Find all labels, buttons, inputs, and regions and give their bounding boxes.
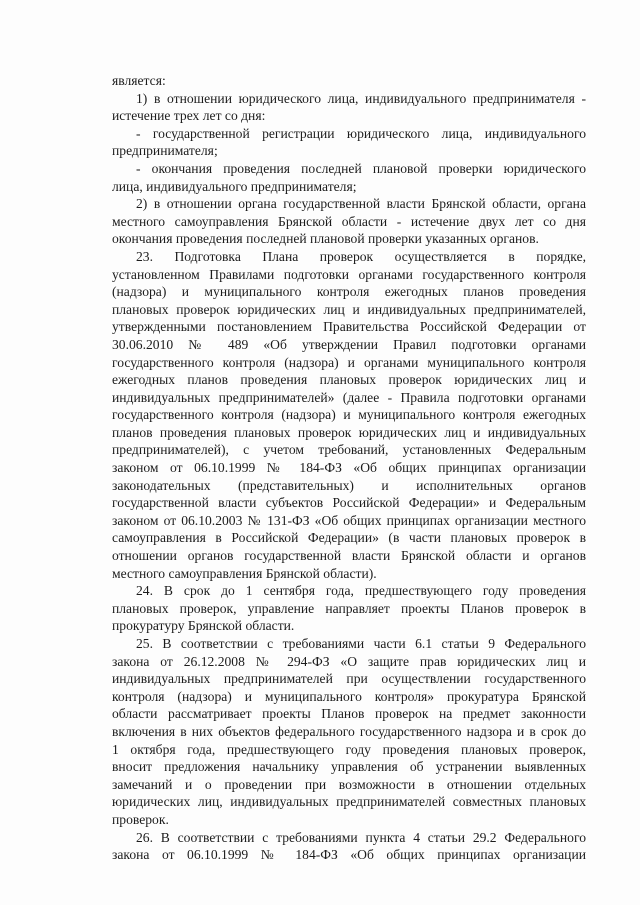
- text-line: контроля (надзора) и муниципального контроля» прокуратура Брянской: [112, 688, 586, 704]
- text-line: установленном Правилами подготовки органами государственного контроля: [112, 266, 586, 282]
- text-line: области рассматривает проекты Планов проверок на предмет законности: [112, 706, 586, 722]
- text-line: 24. В срок до 1 сентября года, предшествующего году проведения: [136, 583, 586, 599]
- text-line: 1 октября года, предшествующего году проведения плановых проверок,: [112, 741, 586, 757]
- text-line: отношении органов государственной власти Брянской области и органов: [112, 548, 586, 564]
- document-text-body: [112, 72, 586, 864]
- text-line: 26. В соответствии с требованиями пункта 4 статьи 29.2 Федерального: [136, 829, 586, 845]
- text-line: (надзора) и муниципального контроля ежегодных планов проведения: [112, 284, 586, 300]
- text-line: является:: [112, 73, 166, 88]
- text-line: государственного контроля (надзора) и органами муниципального контроля: [112, 354, 586, 370]
- text-line: лица, индивидуального предпринимателя;: [112, 178, 357, 194]
- text-line: включения в них объектов федерального государственного надзора и в срок до: [112, 723, 586, 739]
- text-line: 23. Подготовка Плана проверок осуществляется в порядке,: [136, 248, 586, 264]
- text-line: окончания проведения последней плановой проверки указанных органов.: [112, 231, 539, 247]
- text-line: юридических лиц, индивидуальных предпринимателей совместных плановых: [112, 794, 586, 810]
- text-line: 25. В соответствии с требованиями части 6.1 статьи 9 Федерального: [136, 636, 586, 651]
- text-line: 2) в отношении органа государственной власти Брянской области, органа: [136, 196, 586, 212]
- text-line: замечаний и о проведении при возможности в отношении отдельных: [112, 776, 586, 792]
- text-line: законом от 06.10.2003 № 131-ФЗ «Об общих принципах организации местного: [112, 512, 586, 528]
- text-line: плановых проверок, управление направляет проекты Планов проверок в: [112, 600, 586, 616]
- text-line: вносит предложения начальнику управления об устранении выявленных: [112, 759, 586, 775]
- text-line: 1) в отношении юридического лица, индивидуального предпринимателя -: [136, 90, 586, 106]
- text-line: местного самоуправления Брянской области - истечение двух лет со дня: [112, 213, 586, 229]
- text-line: самоуправления в Российской Федерации» (в части плановых проверок в: [112, 530, 586, 546]
- text-line: предпринимателей), с учетом требований, установленных Федеральным: [112, 442, 586, 458]
- text-line: проверок.: [112, 811, 169, 827]
- text-line: истечение трех лет со дня:: [112, 108, 266, 124]
- text-line: - государственной регистрации юридического лица, индивидуального: [136, 125, 586, 141]
- text-line: ежегодных планов проведения плановых проверок юридических лиц и: [112, 372, 586, 388]
- text-line: государственного контроля (надзора) и муниципального контроля ежегодных: [112, 407, 586, 423]
- text-line: утвержденными постановлением Правительства Российской Федерации от: [112, 319, 586, 335]
- text-line: государственной власти субъектов Российской Федерации» и Федеральным: [112, 495, 586, 511]
- text-line: закона от 26.12.2008 № 294-ФЗ «О защите прав юридических лиц и: [112, 653, 586, 669]
- text-line: законодательных (представительных) и исполнительных органов: [112, 477, 586, 493]
- text-line: законом от 06.10.1999 № 184-ФЗ «Об общих принципах организации: [112, 460, 586, 476]
- text-line: прокуратуру Брянской области.: [112, 618, 295, 634]
- text-line: индивидуальных предпринимателей» (далее - Правила подготовки органами: [112, 389, 586, 405]
- text-line: плановых проверок юридических лиц и индивидуальных предпринимателей,: [112, 301, 586, 317]
- text-line: закона от 06.10.1999 № 184-ФЗ «Об общих принципах организации: [112, 847, 586, 863]
- text-line: индивидуальных предпринимателей при осуществлении государственного: [112, 671, 586, 687]
- text-line: 30.06.2010 № 489 «Об утверждении Правил подготовки органами: [112, 336, 586, 352]
- text-line: местного самоуправления Брянской области).: [112, 565, 377, 581]
- text-line: планов проведения плановых проверок юридических лиц и индивидуальных: [112, 424, 586, 440]
- text-line: - окончания проведения последней плановой проверки юридического: [136, 160, 586, 176]
- text-line: предпринимателя;: [112, 143, 218, 159]
